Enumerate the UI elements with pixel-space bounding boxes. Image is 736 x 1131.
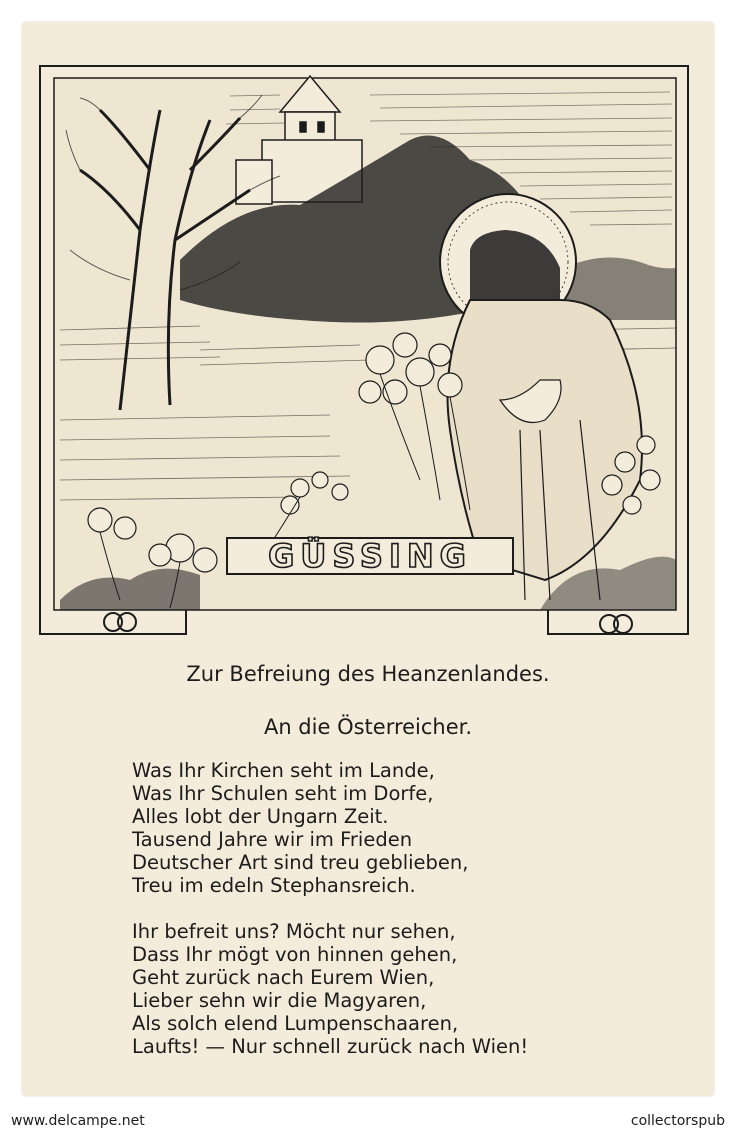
poem-line: Was Ihr Kirchen seht im Lande, <box>132 759 435 782</box>
poem-line: Deutscher Art sind treu geblieben, <box>132 851 469 874</box>
poem-line: Tausend Jahre wir im Frieden <box>132 828 413 851</box>
poem-line: Was Ihr Schulen seht im Dorfe, <box>132 782 434 805</box>
postcard-title: Zur Befreiung des Heanzenlandes. <box>186 662 550 686</box>
postcard-subtitle: An die Österreicher. <box>263 715 473 739</box>
watermark-left: www.delcampe.net <box>11 1113 145 1129</box>
poem-line: Geht zurück nach Eurem Wien, <box>132 966 435 989</box>
poem-line: Laufts! — Nur schnell zurück nach Wien! <box>132 1035 529 1058</box>
watermark-right: collectorspub <box>630 1113 725 1129</box>
ring-ornament-left <box>104 613 136 631</box>
poem-line: Als solch elend Lumpenschaaren, <box>132 1012 459 1035</box>
ring-ornament-right <box>600 615 632 633</box>
place-banner: GÜSSING <box>268 537 472 575</box>
poem-line: Lieber sehn wir die Magyaren, <box>132 989 427 1012</box>
poem-stanza-1 <box>132 759 469 897</box>
poem-line: Ihr befreit uns? Möcht nur sehen, <box>132 920 456 943</box>
poem-line: Alles lobt der Ungarn Zeit. <box>132 805 389 828</box>
poem-stanza-2 <box>132 920 528 1058</box>
poem-line: Treu im edeln Stephansreich. <box>132 874 416 897</box>
poem-line: Dass Ihr mögt von hinnen gehen, <box>132 943 458 966</box>
